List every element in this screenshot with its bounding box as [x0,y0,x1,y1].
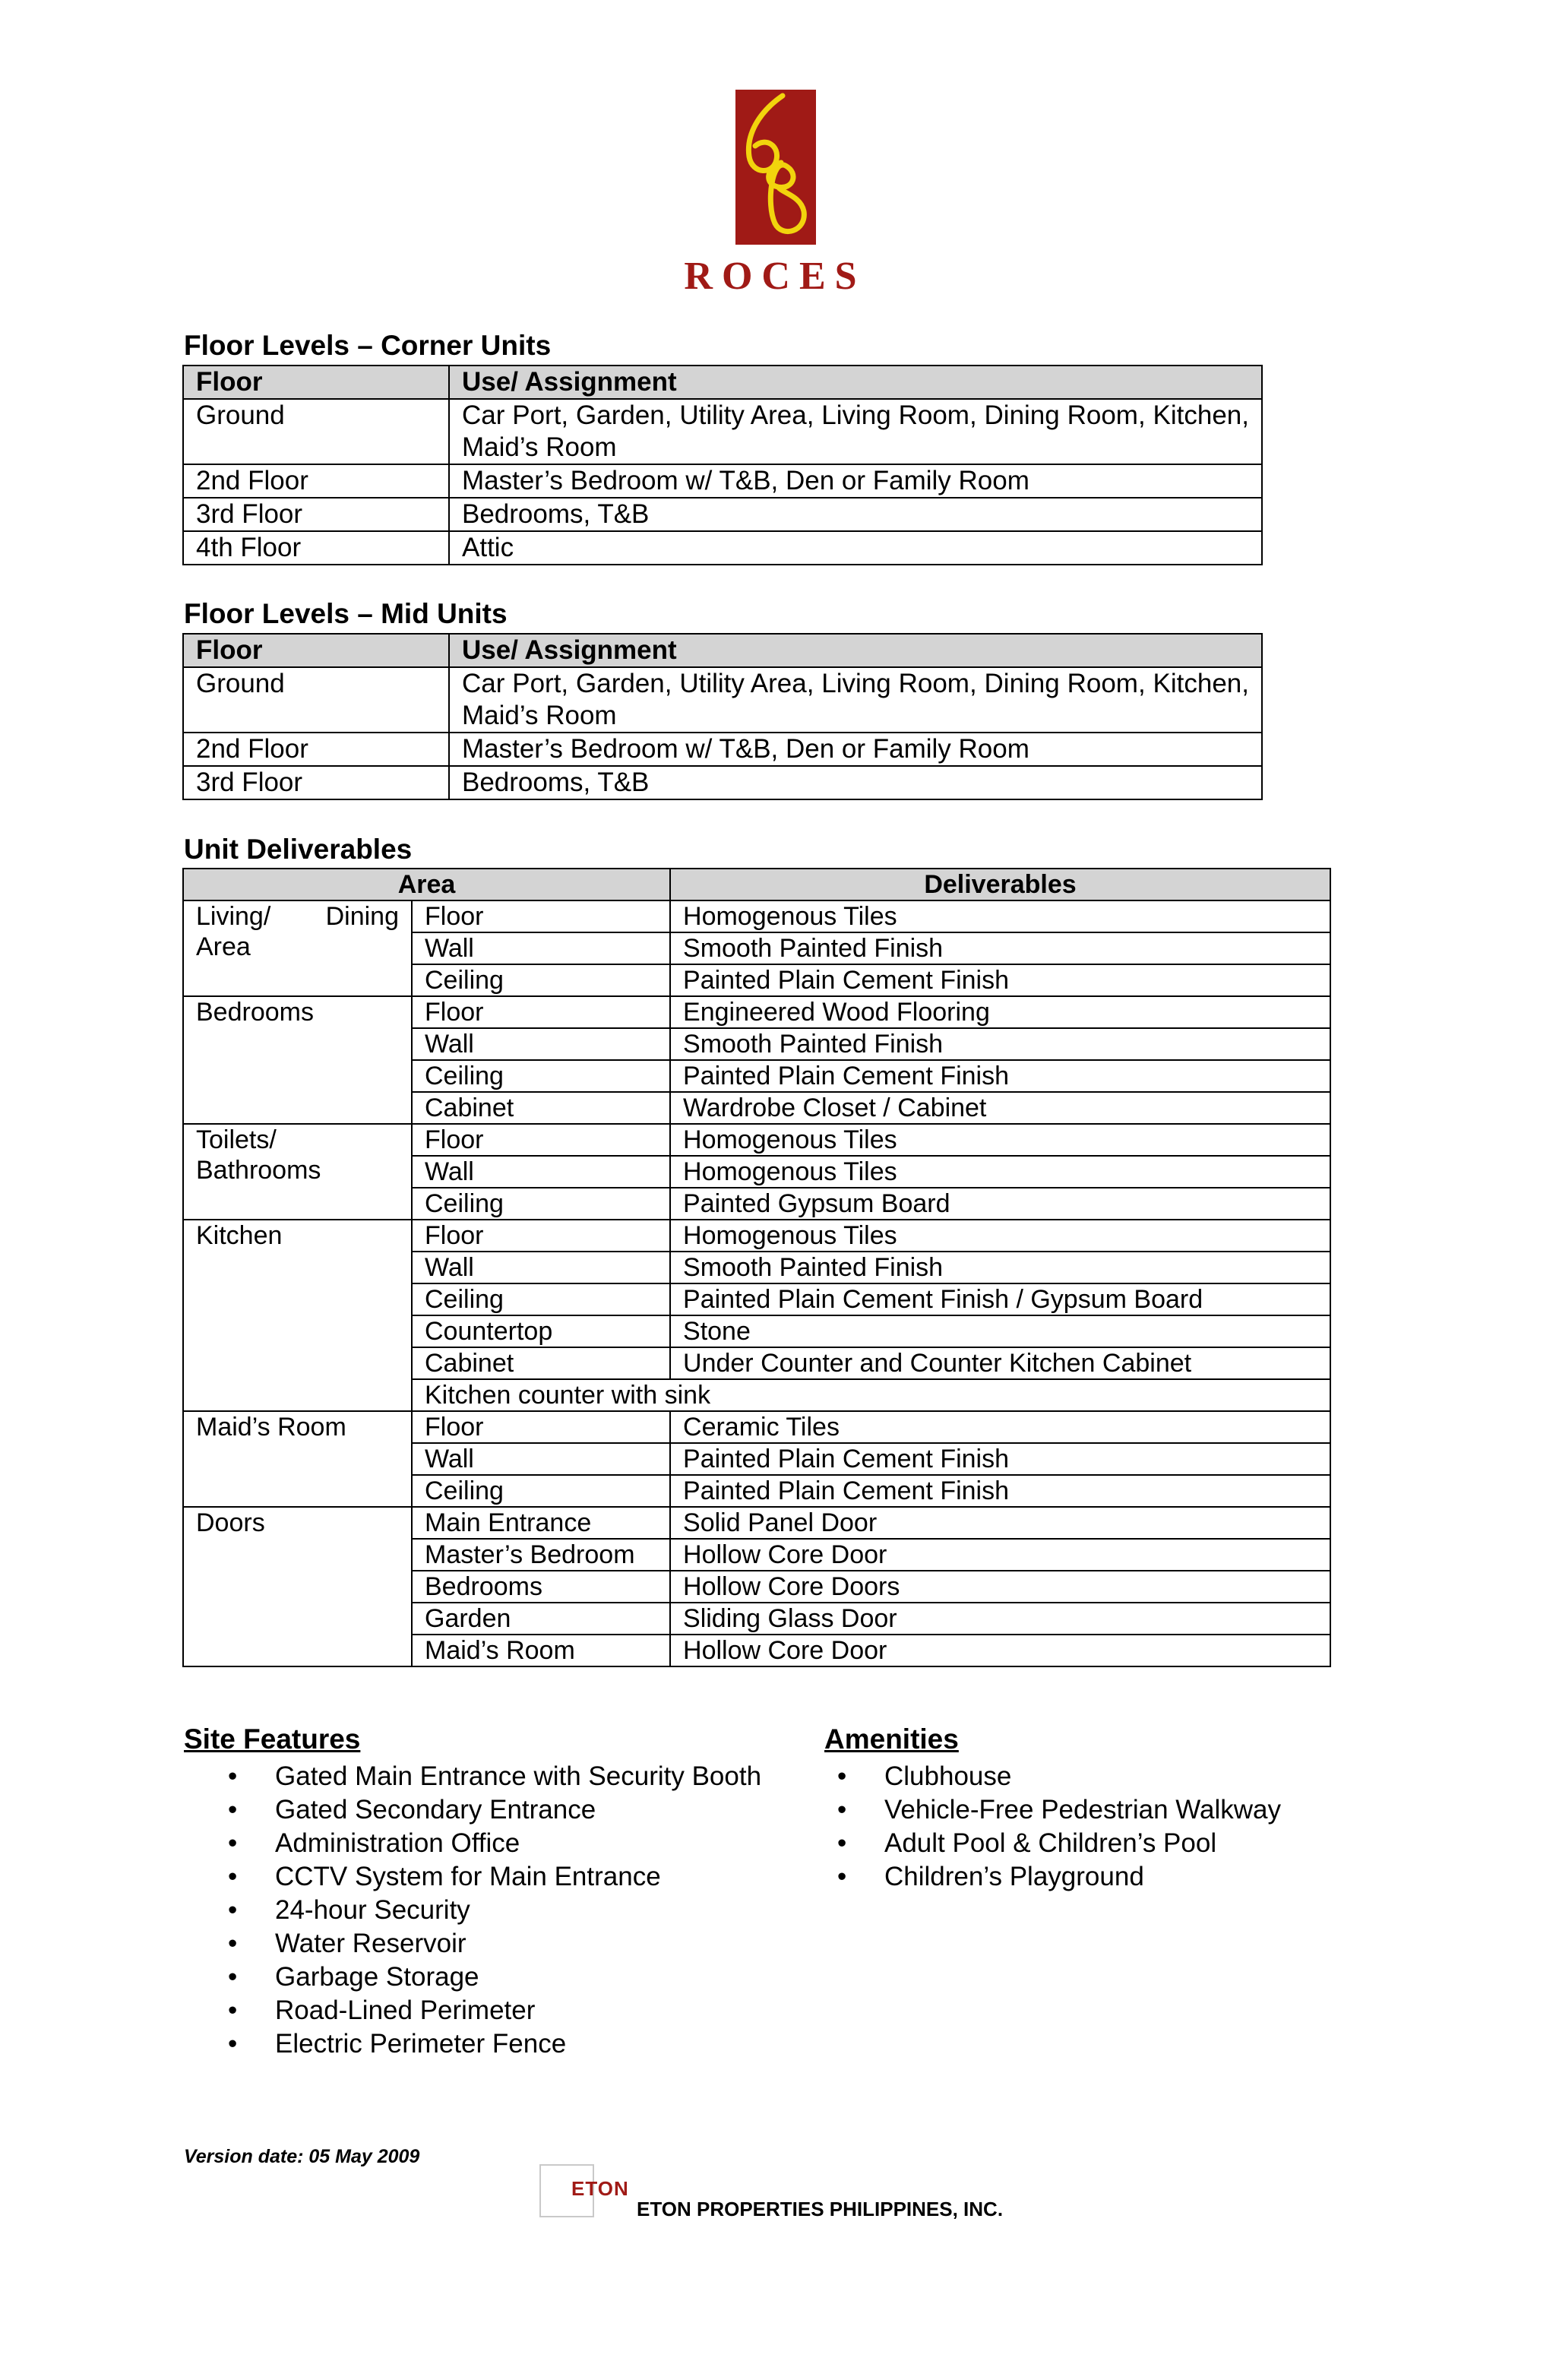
deliverable-cell: Homogenous Tiles [670,900,1330,932]
list-item: • Electric Perimeter Fence [184,2027,766,2061]
list-item: • Children’s Playground [793,1860,1401,1894]
corner-units-heading: Floor Levels – Corner Units [184,330,552,361]
table-row [183,766,1262,799]
eton-logo: ETON [571,2177,629,2200]
column-header: Use/ Assignment [449,634,1262,667]
mid-units-heading: Floor Levels – Mid Units [184,598,508,629]
list-item: • Garbage Storage [184,1961,766,1994]
component-cell: Floor [412,900,670,932]
component-cell: Cabinet [412,1092,670,1124]
table-row [183,1124,1330,1156]
list-item: • Road-Lined Perimeter [184,1994,766,2027]
table-row [183,399,1262,464]
floor-cell: 3rd Floor [183,498,449,531]
component-cell: Wall [412,1252,670,1283]
logo-wordmark: ROCES [684,255,866,298]
component-cell: Wall [412,1028,670,1060]
table-row [183,733,1262,766]
component-cell: Ceiling [412,964,670,996]
area-cell: Living/ Dining Area [183,900,412,996]
component-cell: Floor [412,1124,670,1156]
use-cell: Bedrooms, T&B [449,766,1262,799]
deliverable-cell: Stone [670,1315,1330,1347]
component-cell: Cabinet [412,1347,670,1379]
use-cell: Master’s Bedroom w/ T&B, Den or Family Room [449,464,1262,498]
component-cell: Ceiling [412,1475,670,1507]
table-row [183,531,1262,565]
component-cell: Floor [412,996,670,1028]
component-cell: Maid’s Room [412,1635,670,1666]
component-cell: Wall [412,932,670,964]
deliverable-cell: Smooth Painted Finish [670,1252,1330,1283]
table-row [183,1507,1330,1539]
deliverable-cell: Smooth Painted Finish [670,1028,1330,1060]
version-date: Version date: 05 May 2009 [184,2146,420,2167]
deliverable-cell: Painted Plain Cement Finish [670,1443,1330,1475]
table-row [183,1220,1330,1252]
roces-logo-mark [735,90,816,245]
table-header-row [183,869,1330,900]
table-header-row [183,634,1262,667]
floor-cell: Ground [183,667,449,733]
component-cell: Wall [412,1156,670,1188]
table-row [183,996,1330,1028]
deliverable-cell: Painted Plain Cement Finish [670,1060,1330,1092]
company-name: ETON PROPERTIES PHILIPPINES, INC. [637,2198,1004,2220]
deliverable-cell: Solid Panel Door [670,1507,1330,1539]
deliverable-cell: Hollow Core Door [670,1635,1330,1666]
column-header: Floor [183,634,449,667]
use-cell: Car Port, Garden, Utility Area, Living Room, Dining Room, Kitchen, Maid’s Room [449,667,1262,733]
corner-units-table [182,365,1263,565]
list-item: • Gated Main Entrance with Security Booth [184,1760,766,1793]
site-features-heading: Site Features [184,1723,361,1755]
deliverable-cell: Sliding Glass Door [670,1603,1330,1635]
table-header-row [183,366,1262,399]
floor-cell: 2nd Floor [183,464,449,498]
deliverable-cell: Painted Plain Cement Finish / Gypsum Board [670,1283,1330,1315]
logo-numerals-icon [735,90,816,245]
column-header: Floor [183,366,449,399]
deliverable-cell: Hollow Core Doors [670,1571,1330,1603]
deliverable-cell: Engineered Wood Flooring [670,996,1330,1028]
table-row [183,900,1330,932]
deliverable-cell: Ceramic Tiles [670,1411,1330,1443]
list-item: • CCTV System for Main Entrance [184,1860,766,1894]
area-cell: Bedrooms [183,996,412,1124]
component-cell: Bedrooms [412,1571,670,1603]
component-cell: Floor [412,1220,670,1252]
amenities-heading: Amenities [824,1723,959,1755]
component-cell: Ceiling [412,1188,670,1220]
component-cell: Ceiling [412,1283,670,1315]
area-cell: Kitchen [183,1220,412,1411]
floor-cell: 4th Floor [183,531,449,565]
deliverable-cell: Painted Gypsum Board [670,1188,1330,1220]
column-header: Area [183,869,670,900]
full-width-cell: Kitchen counter with sink [412,1379,1330,1411]
area-cell: Doors [183,1507,412,1666]
floor-cell: 3rd Floor [183,766,449,799]
use-cell: Car Port, Garden, Utility Area, Living Room, Dining Room, Kitchen, Maid’s Room [449,399,1262,464]
list-item: • 24-hour Security [184,1894,766,1927]
deliverable-cell: Homogenous Tiles [670,1220,1330,1252]
list-item: • Administration Office [184,1827,766,1860]
deliverable-cell: Homogenous Tiles [670,1156,1330,1188]
deliverables-table [182,868,1331,1667]
column-header: Deliverables [670,869,1330,900]
area-cell: Toilets/ Bathrooms [183,1124,412,1220]
list-item: • Vehicle-Free Pedestrian Walkway [793,1793,1401,1827]
component-cell: Main Entrance [412,1507,670,1539]
use-cell: Attic [449,531,1262,565]
component-cell: Countertop [412,1315,670,1347]
list-item: • Adult Pool & Children’s Pool [793,1827,1401,1860]
table-row [183,667,1262,733]
list-item: • Gated Secondary Entrance [184,1793,766,1827]
component-cell: Master’s Bedroom [412,1539,670,1571]
table-row [183,498,1262,531]
list-item: • Clubhouse [793,1760,1401,1793]
component-cell: Garden [412,1603,670,1635]
mid-units-table [182,633,1263,800]
area-cell: Maid’s Room [183,1411,412,1507]
table-row [183,1411,1330,1443]
deliverable-cell: Painted Plain Cement Finish [670,1475,1330,1507]
amenities-list [793,1760,1401,1894]
deliverable-cell: Under Counter and Counter Kitchen Cabinet [670,1347,1330,1379]
deliverable-cell: Painted Plain Cement Finish [670,964,1330,996]
deliverables-heading: Unit Deliverables [184,834,413,865]
floor-cell: 2nd Floor [183,733,449,766]
use-cell: Master’s Bedroom w/ T&B, Den or Family Room [449,733,1262,766]
deliverable-cell: Homogenous Tiles [670,1124,1330,1156]
component-cell: Wall [412,1443,670,1475]
use-cell: Bedrooms, T&B [449,498,1262,531]
table-row [183,464,1262,498]
deliverable-cell: Hollow Core Door [670,1539,1330,1571]
deliverable-cell: Wardrobe Closet / Cabinet [670,1092,1330,1124]
deliverable-cell: Smooth Painted Finish [670,932,1330,964]
column-header: Use/ Assignment [449,366,1262,399]
site-features-list [184,1760,766,2061]
component-cell: Floor [412,1411,670,1443]
component-cell: Ceiling [412,1060,670,1092]
list-item: • Water Reservoir [184,1927,766,1961]
floor-cell: Ground [183,399,449,464]
